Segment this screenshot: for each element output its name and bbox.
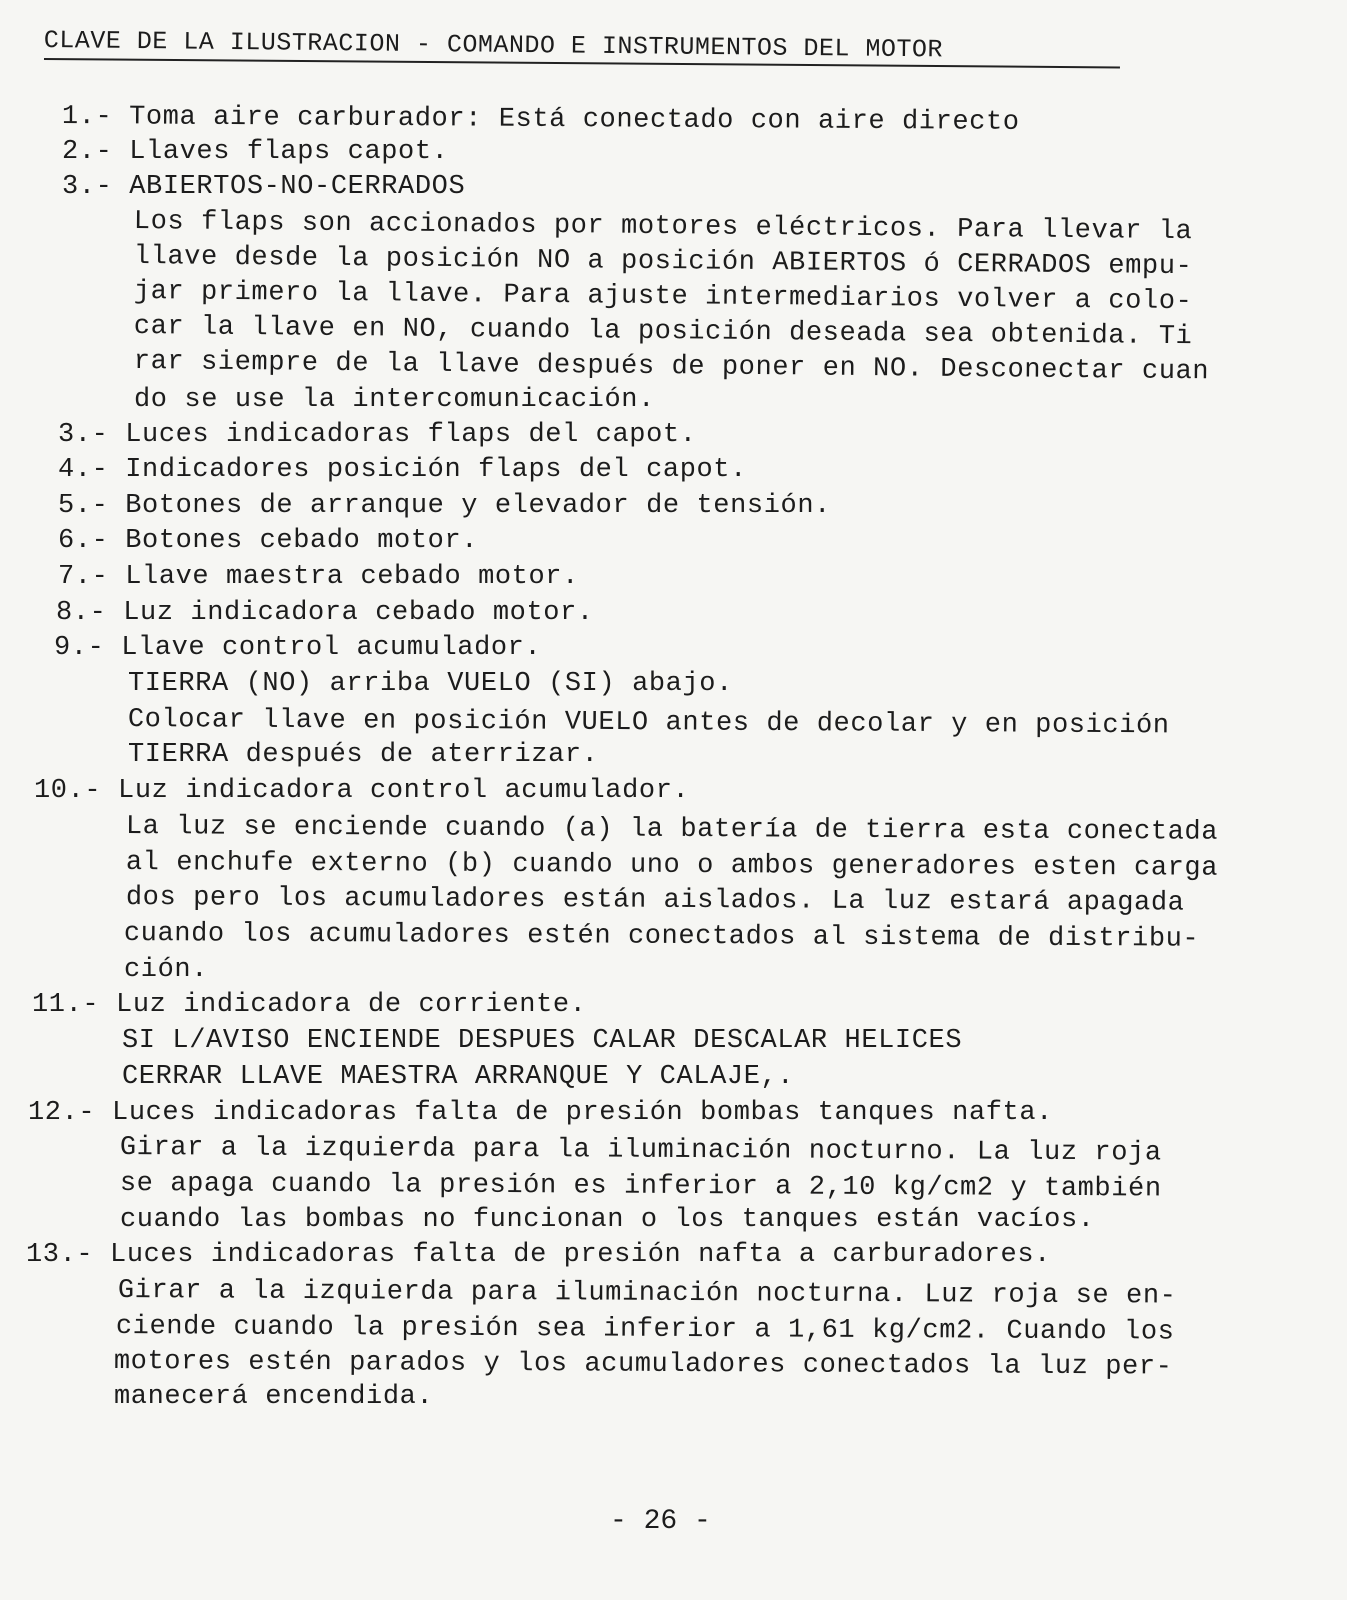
list-item-12: 12.- Luces indicadoras falta de presión bombas tanques nafta. [28, 1098, 1053, 1128]
list-item-2: 2.- Llaves flaps capot. [62, 137, 449, 167]
item-13-text-line: ciende cuando la presión sea inferior a 1,61 kg/cm2. Cuando los [115, 1312, 1175, 1348]
item-11-text-line: CERRAR LLAVE MAESTRA ARRANQUE Y CALAJE,. [122, 1062, 795, 1092]
item-10-text-line: La luz se enciende cuando (a) la batería de tierra esta conectada [125, 812, 1219, 848]
item-10-text-line: al enchufe externo (b) cuando uno o ambos generadores esten carga [125, 848, 1219, 884]
page-number: - 26 - [610, 1506, 711, 1537]
list-item-3: 3.- ABIERTOS-NO-CERRADOS [62, 172, 466, 202]
list-item-7: 7.- Llave maestra cebado motor. [58, 562, 579, 592]
list-item-9: 9.- Llave control acumulador. [54, 633, 542, 663]
item-9-text-line: Colocar llave en posición VUELO antes de decolar y en posición [127, 704, 1170, 742]
item-13-text-line: manecerá encendida. [114, 1382, 434, 1412]
list-item-8: 8.- Luz indicadora cebado motor. [56, 598, 594, 628]
item-10-text-line: dos pero los acumuladores están aislados. La luz estará apagada [125, 883, 1185, 919]
item-12-text-line: Girar a la izquierda para la iluminación nocturno. La luz roja [119, 1133, 1162, 1169]
list-item-5: 5.- Botones de arranque y elevador de tensión. [58, 491, 831, 521]
list-item-4: 4.- Indicadores posición flaps del capot. [58, 455, 747, 485]
page-title: CLAVE DE LA ILUSTRACION - COMANDO E INSTRUMENTOS DEL MOTOR [43, 26, 944, 65]
item-3-text-line: do se use la intercomunicación. [134, 385, 655, 415]
list-item-13: 13.- Luces indicadoras falta de presión nafta a carburadores. [26, 1240, 1051, 1270]
item-3-text-line: rar siempre de la llave después de poner en NO. Desconectar cuan [133, 346, 1210, 388]
list-item-3b: 3.- Luces indicadoras flaps del capot. [58, 420, 697, 450]
list-item-1: 1.- Toma aire carburador: Está conectado con aire directo [61, 101, 1020, 138]
item-3-text-line: llave desde la posición NO a posición ABIERTOS ó CERRADOS empu- [133, 241, 1193, 283]
item-9-text-line: TIERRA después de aterrizar. [128, 740, 599, 770]
item-3-text-line: Los flaps son accionados por motores eléctricos. Para llevar la [133, 206, 1193, 248]
list-item-10: 10.- Luz indicadora control acumulador. [34, 776, 690, 806]
item-9-text-line: TIERRA (NO) arriba VUELO (SI) abajo. [128, 669, 733, 699]
item-12-text-line: cuando las bombas no funcionan o los tanques están vacíos. [120, 1205, 1095, 1235]
item-10-text-line: cuando los acumuladores estén conectados al sistema de distribu- [123, 919, 1200, 955]
item-3-text-line: jar primero la llave. Para ajuste intermediarios volver a colo- [133, 276, 1193, 318]
item-3-text-line: car la llave en NO, cuando la posición deseada sea obtenida. Ti [133, 311, 1193, 353]
list-item-6: 6.- Botones cebado motor. [58, 526, 479, 556]
item-12-text-line: se apaga cuando la presión es inferior a 2,10 kg/cm2 y también [119, 1169, 1162, 1205]
item-13-text-line: motores estén parados y los acumuladores conectados la luz per- [113, 1347, 1173, 1383]
item-11-text-line: SI L/AVISO ENCIENDE DESPUES CALAR DESCALAR HELICES [122, 1026, 963, 1056]
item-10-text-line: ción. [124, 955, 209, 985]
list-item-11: 11.- Luz indicadora de corriente. [32, 990, 587, 1020]
item-13-text-line: Girar a la izquierda para iluminación nocturna. Luz roja se en- [117, 1276, 1177, 1312]
